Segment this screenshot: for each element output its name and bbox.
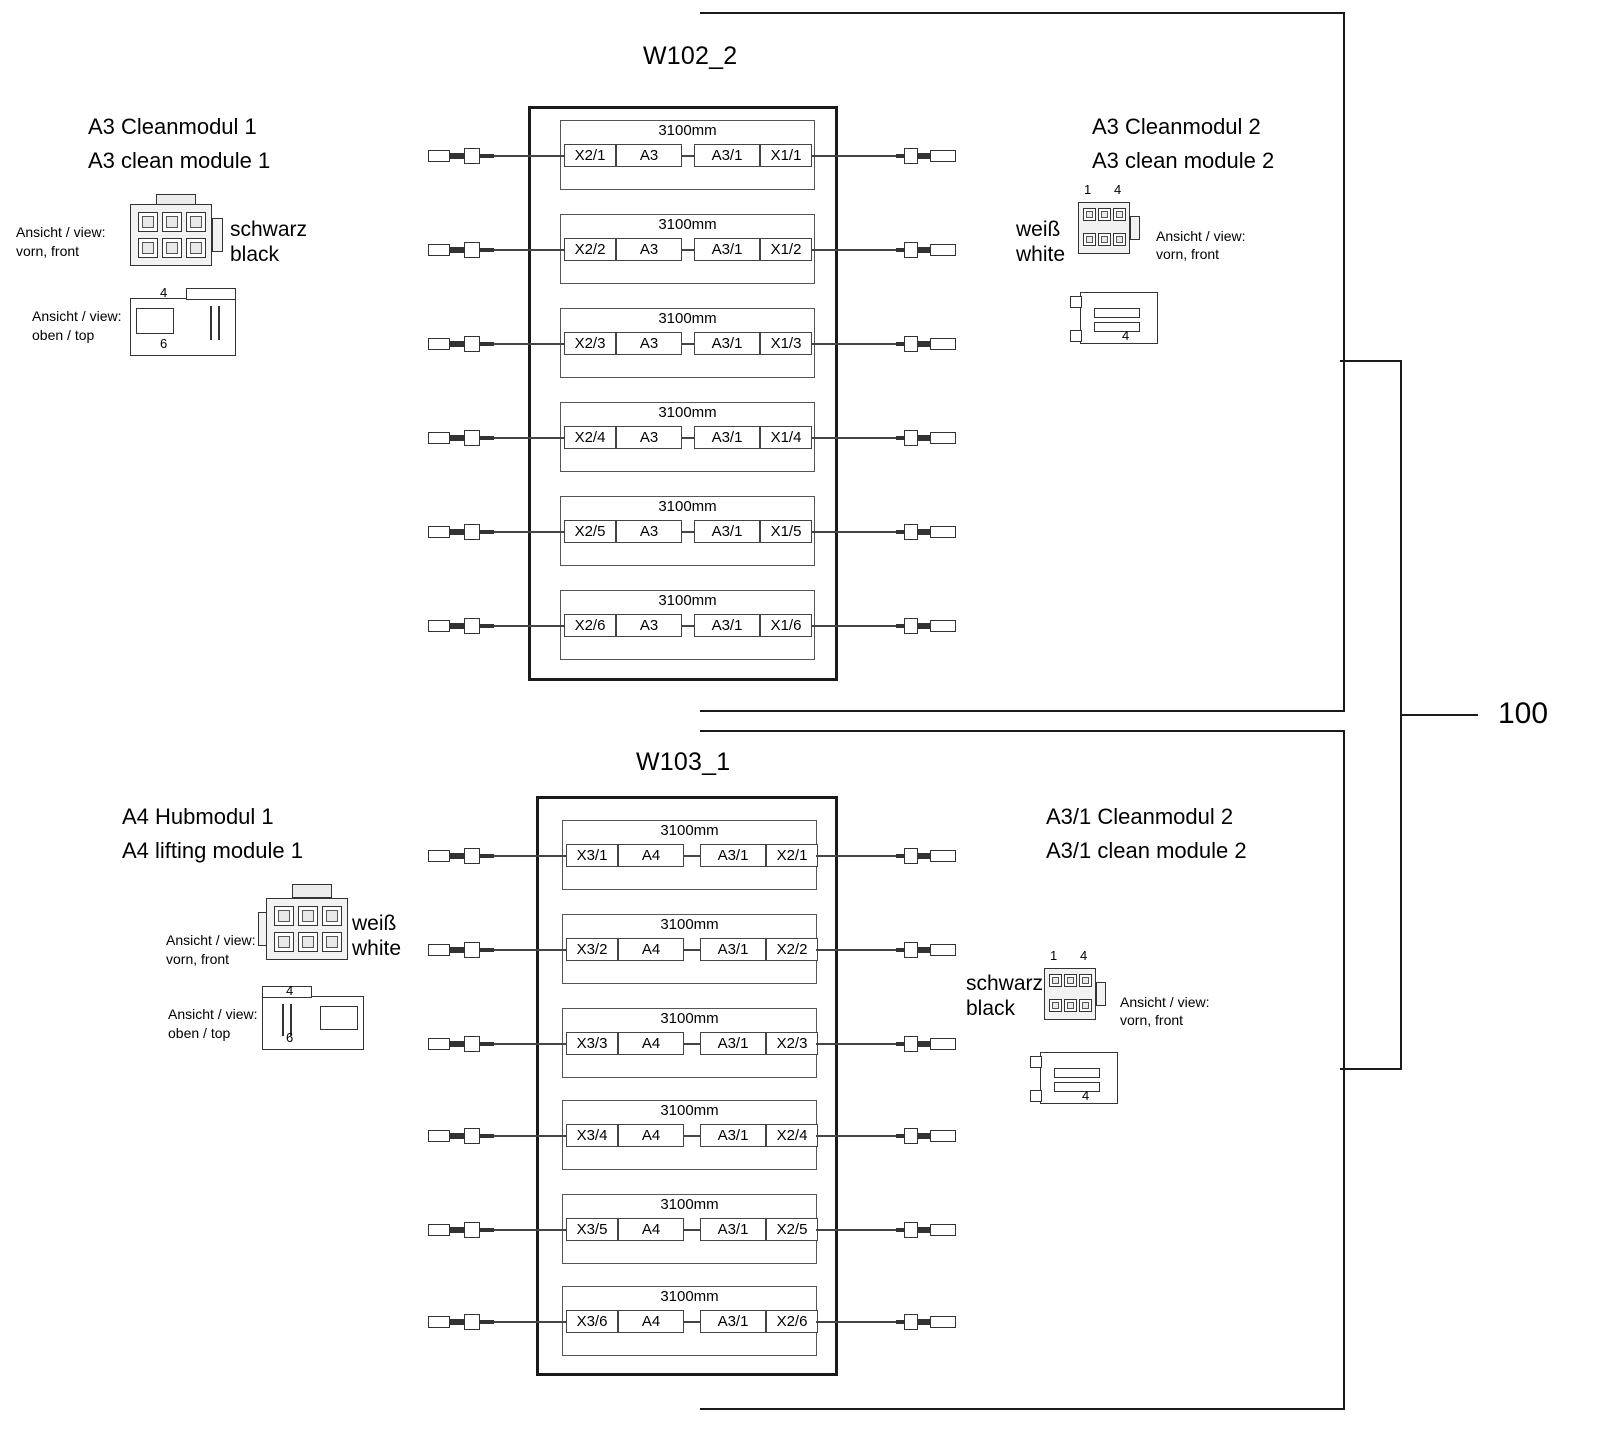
bottom-left-connector-top-view (258, 983, 368, 1054)
cavity-inner (1052, 977, 1059, 984)
crimp-terminal-right (896, 1313, 956, 1331)
harness-top-wire-row (560, 120, 815, 190)
lead-line-left (492, 625, 562, 627)
left-pin-tag: X3/2 (566, 938, 618, 961)
connector-side-key (212, 218, 223, 252)
crimp-terminal-right (896, 941, 956, 959)
wire-length-label: 3100mm (660, 916, 719, 933)
crimp-terminal-left (428, 941, 494, 959)
right-pin-tag: X2/5 (766, 1218, 818, 1241)
wire-length-label: 3100mm (658, 122, 717, 139)
top-left-top-view-label-2: oben / top (32, 327, 95, 343)
cavity-inner (326, 936, 338, 948)
left-device-tag: A4 (618, 1124, 684, 1147)
bottom-right-pin-1-label: 1 (1050, 948, 1058, 963)
harness-top-wire-row (560, 214, 815, 284)
right-device-tag: A3/1 (700, 844, 766, 867)
right-pin-tag: X1/3 (760, 332, 812, 355)
cavity-inner (166, 216, 178, 228)
connector-top-inner (1094, 322, 1140, 332)
wire-length-label: 3100mm (660, 1288, 719, 1305)
crimp-terminal-left (428, 847, 494, 865)
cavity-inner (326, 910, 338, 922)
top-left-device-name-de: A3 Cleanmodul 1 (88, 114, 257, 139)
left-device-tag: A3 (616, 520, 682, 543)
right-device-tag: A3/1 (700, 1310, 766, 1333)
left-device-tag: A3 (616, 614, 682, 637)
harness-top-wire-row (560, 402, 815, 472)
top-left-top-view-label-1: Ansicht / view: (32, 308, 122, 324)
lead-line-right (812, 625, 902, 627)
cavity-inner (1086, 236, 1093, 243)
crimp-terminal-right (896, 429, 956, 447)
connector-top-tab (1070, 330, 1082, 342)
cavity-inner (142, 216, 154, 228)
bottom-left-top-view-label-1: Ansicht / view: (168, 1006, 258, 1022)
lead-line-right (812, 155, 902, 157)
top-right-device-name-de: A3 Cleanmodul 2 (1092, 114, 1261, 139)
cavity-inner (1101, 211, 1108, 218)
lead-line-left (492, 343, 562, 345)
bottom-left-front-view-label-1: Ansicht / view: (166, 932, 256, 948)
left-pin-tag: X2/6 (564, 614, 616, 637)
left-device-tag: A4 (618, 844, 684, 867)
bottom-right-connector-color-en: black (966, 997, 1016, 1020)
bottom-right-front-view-label-1: Ansicht / view: (1120, 994, 1210, 1010)
top-left-connector-color-en: black (230, 243, 280, 266)
crimp-terminal-right (896, 1035, 956, 1053)
top-left-device-name-en: A3 clean module 1 (88, 148, 271, 173)
wire-length-label: 3100mm (658, 498, 717, 515)
crimp-terminal-right (896, 523, 956, 541)
crimp-terminal-left (428, 1035, 494, 1053)
lead-line-left (492, 1135, 564, 1137)
cavity-inner (302, 936, 314, 948)
right-pin-tag: X2/6 (766, 1310, 818, 1333)
top-left-front-view-label-1: Ansicht / view: (16, 224, 106, 240)
lead-line-left (492, 249, 562, 251)
lead-line-right (812, 343, 902, 345)
top-left-connector-top-view (130, 285, 240, 356)
cavity-inner (142, 242, 154, 254)
crimp-terminal-left (428, 1127, 494, 1145)
top-right-connector-color-de: weiß (1016, 218, 1061, 241)
lead-line-left (492, 531, 562, 533)
harness-top-title: W102_2 (643, 42, 738, 70)
crimp-terminal-right (896, 147, 956, 165)
bottom-right-connector-front-view (1044, 948, 1106, 1020)
right-device-tag: A3/1 (694, 614, 760, 637)
crimp-terminal-left (428, 523, 494, 541)
left-pin-tag: X2/5 (564, 520, 616, 543)
lead-line-right (816, 949, 902, 951)
connector-top-tab (1030, 1056, 1042, 1068)
right-pin-tag: X1/2 (760, 238, 812, 261)
top-right-front-view-label-2: vorn, front (1156, 246, 1220, 262)
crimp-terminal-left (428, 241, 494, 259)
cavity-inner (1116, 211, 1123, 218)
connector-top-rib (282, 1004, 284, 1036)
right-pin-tag: X1/5 (760, 520, 812, 543)
harness-bottom-wire-row (562, 820, 817, 890)
cavity-inner (1086, 211, 1093, 218)
cavity-inner (1067, 1002, 1074, 1009)
cavity-inner (1116, 236, 1123, 243)
right-device-tag: A3/1 (700, 1124, 766, 1147)
top-right-connector-color-en: white (1016, 243, 1066, 266)
lead-line-right (816, 855, 902, 857)
left-pin-tag: X2/1 (564, 144, 616, 167)
bottom-right-connector-color-de: schwarz (966, 972, 1044, 995)
harness-top-wire-row (560, 308, 815, 378)
cavity-inner (166, 242, 178, 254)
left-pin-tag: X3/1 (566, 844, 618, 867)
crimp-terminal-right (896, 241, 956, 259)
lead-line-left (492, 437, 562, 439)
connector-top-tab (1030, 1090, 1042, 1102)
bottom-right-device-name-de: A3/1 Cleanmodul 2 (1046, 804, 1234, 829)
cavity-inner (278, 936, 290, 948)
connector-top-tab (1070, 296, 1082, 308)
left-device-tag: A3 (616, 238, 682, 261)
connector-top-outline (1080, 292, 1158, 344)
lead-line-right (812, 531, 902, 533)
wire-length-label: 3100mm (660, 1102, 719, 1119)
harness-bottom-wire-row (562, 1286, 817, 1356)
lead-line-left (492, 1321, 564, 1323)
bottom-left-connector-color-de: weiß (352, 912, 397, 935)
left-device-tag: A3 (616, 426, 682, 449)
overall-bracket (1340, 360, 1420, 1070)
connector-side-key (1096, 982, 1106, 1006)
top-left-connector-front-view (130, 204, 224, 266)
harness-bottom-wire-row (562, 914, 817, 984)
bottom-left-top-view-pin-4: 4 (286, 983, 294, 998)
left-device-tag: A4 (618, 1310, 684, 1333)
crimp-terminal-right (896, 1221, 956, 1239)
wire-length-label: 3100mm (658, 592, 717, 609)
harness-bottom-title: W103_1 (636, 748, 731, 776)
cavity-inner (1052, 1002, 1059, 1009)
bottom-left-connector-front-view (266, 898, 360, 960)
wire-length-label: 3100mm (660, 1010, 719, 1027)
connector-side-key (1130, 216, 1140, 240)
lead-line-right (816, 1229, 902, 1231)
right-device-tag: A3/1 (694, 520, 760, 543)
lead-line-left (492, 155, 562, 157)
wire-length-label: 3100mm (660, 822, 719, 839)
right-pin-tag: X1/1 (760, 144, 812, 167)
right-device-tag: A3/1 (694, 332, 760, 355)
harness-bottom-wire-row (562, 1194, 817, 1264)
right-device-tag: A3/1 (694, 144, 760, 167)
bottom-right-front-view-label-2: vorn, front (1120, 1012, 1184, 1028)
overall-label: 100 (1498, 697, 1549, 730)
left-pin-tag: X3/3 (566, 1032, 618, 1055)
right-device-tag: A3/1 (700, 938, 766, 961)
connector-side-key (258, 912, 267, 946)
left-pin-tag: X3/4 (566, 1124, 618, 1147)
bottom-left-top-view-label-2: oben / top (168, 1025, 231, 1041)
connector-top-inner (136, 308, 174, 334)
crimp-terminal-right (896, 335, 956, 353)
top-right-device-name-en: A3 clean module 2 (1092, 148, 1275, 173)
wire-length-label: 3100mm (660, 1196, 719, 1213)
crimp-terminal-left (428, 429, 494, 447)
crimp-terminal-right (896, 617, 956, 635)
crimp-terminal-left (428, 1313, 494, 1331)
left-pin-tag: X2/3 (564, 332, 616, 355)
crimp-terminal-left (428, 617, 494, 635)
lead-line-left (492, 949, 564, 951)
top-left-top-view-pin-6: 6 (160, 336, 168, 351)
connector-top-inner (1054, 1068, 1100, 1078)
crimp-terminal-right (896, 847, 956, 865)
cavity-inner (302, 910, 314, 922)
cavity-inner (1067, 977, 1074, 984)
harness-top-wire-row (560, 496, 815, 566)
bottom-left-device-name-de: A4 Hubmodul 1 (122, 804, 274, 829)
wire-length-label: 3100mm (658, 404, 717, 421)
bottom-right-top-view-pin-4: 4 (1082, 1088, 1090, 1103)
bottom-right-connector-top-view (1030, 1052, 1122, 1114)
left-device-tag: A3 (616, 144, 682, 167)
right-pin-tag: X1/6 (760, 614, 812, 637)
bottom-left-device-name-en: A4 lifting module 1 (122, 838, 303, 863)
connector-top-outline (1040, 1052, 1118, 1104)
lead-line-right (812, 249, 902, 251)
connector-top-inner (1094, 308, 1140, 318)
cavity-inner (1101, 236, 1108, 243)
top-right-front-view-label-1: Ansicht / view: (1156, 228, 1246, 244)
lead-line-left (492, 855, 564, 857)
bottom-left-top-view-pin-6: 6 (286, 1030, 294, 1045)
top-right-pin-1-label: 1 (1084, 182, 1092, 197)
crimp-terminal-left (428, 1221, 494, 1239)
right-device-tag: A3/1 (694, 238, 760, 261)
left-device-tag: A4 (618, 1218, 684, 1241)
top-left-connector-color-de: schwarz (230, 218, 308, 241)
top-right-top-view-pin-4: 4 (1122, 328, 1130, 343)
cavity-inner (190, 242, 202, 254)
left-pin-tag: X3/5 (566, 1218, 618, 1241)
right-pin-tag: X2/2 (766, 938, 818, 961)
cavity-inner (1082, 977, 1089, 984)
right-device-tag: A3/1 (694, 426, 760, 449)
connector-top-rib (218, 306, 220, 340)
cavity-inner (190, 216, 202, 228)
cavity-inner (278, 910, 290, 922)
bottom-right-pin-4-label: 4 (1080, 948, 1088, 963)
left-device-tag: A4 (618, 938, 684, 961)
harness-bottom-wire-row (562, 1008, 817, 1078)
right-pin-tag: X2/3 (766, 1032, 818, 1055)
left-device-tag: A3 (616, 332, 682, 355)
top-right-pin-4-label: 4 (1114, 182, 1122, 197)
top-left-front-view-label-2: vorn, front (16, 243, 80, 259)
lead-line-right (816, 1321, 902, 1323)
crimp-terminal-left (428, 335, 494, 353)
connector-top-inner (1054, 1082, 1100, 1092)
connector-latch-tab (292, 884, 332, 898)
harness-bottom-wire-row (562, 1100, 817, 1170)
right-device-tag: A3/1 (700, 1032, 766, 1055)
lead-line-left (492, 1229, 564, 1231)
top-left-top-view-pin-4: 4 (160, 285, 168, 300)
lead-line-left (492, 1043, 564, 1045)
top-right-connector-top-view (1070, 292, 1162, 354)
lead-line-right (816, 1043, 902, 1045)
crimp-terminal-left (428, 147, 494, 165)
left-device-tag: A4 (618, 1032, 684, 1055)
right-pin-tag: X1/4 (760, 426, 812, 449)
bottom-left-front-view-label-2: vorn, front (166, 951, 230, 967)
left-pin-tag: X2/2 (564, 238, 616, 261)
right-pin-tag: X2/4 (766, 1124, 818, 1147)
left-pin-tag: X3/6 (566, 1310, 618, 1333)
cavity-inner (1082, 1002, 1089, 1009)
bottom-left-connector-color-en: white (352, 937, 402, 960)
harness-top-wire-row (560, 590, 815, 660)
connector-top-rib (210, 306, 212, 340)
wire-length-label: 3100mm (658, 216, 717, 233)
right-device-tag: A3/1 (700, 1218, 766, 1241)
crimp-terminal-right (896, 1127, 956, 1145)
left-pin-tag: X2/4 (564, 426, 616, 449)
bottom-right-device-name-en: A3/1 clean module 2 (1046, 838, 1247, 863)
connector-top-flange (186, 288, 236, 300)
top-right-connector-front-view (1078, 182, 1140, 254)
right-pin-tag: X2/1 (766, 844, 818, 867)
connector-top-inner (320, 1006, 358, 1030)
wire-length-label: 3100mm (658, 310, 717, 327)
lead-line-right (812, 437, 902, 439)
lead-line-right (816, 1135, 902, 1137)
